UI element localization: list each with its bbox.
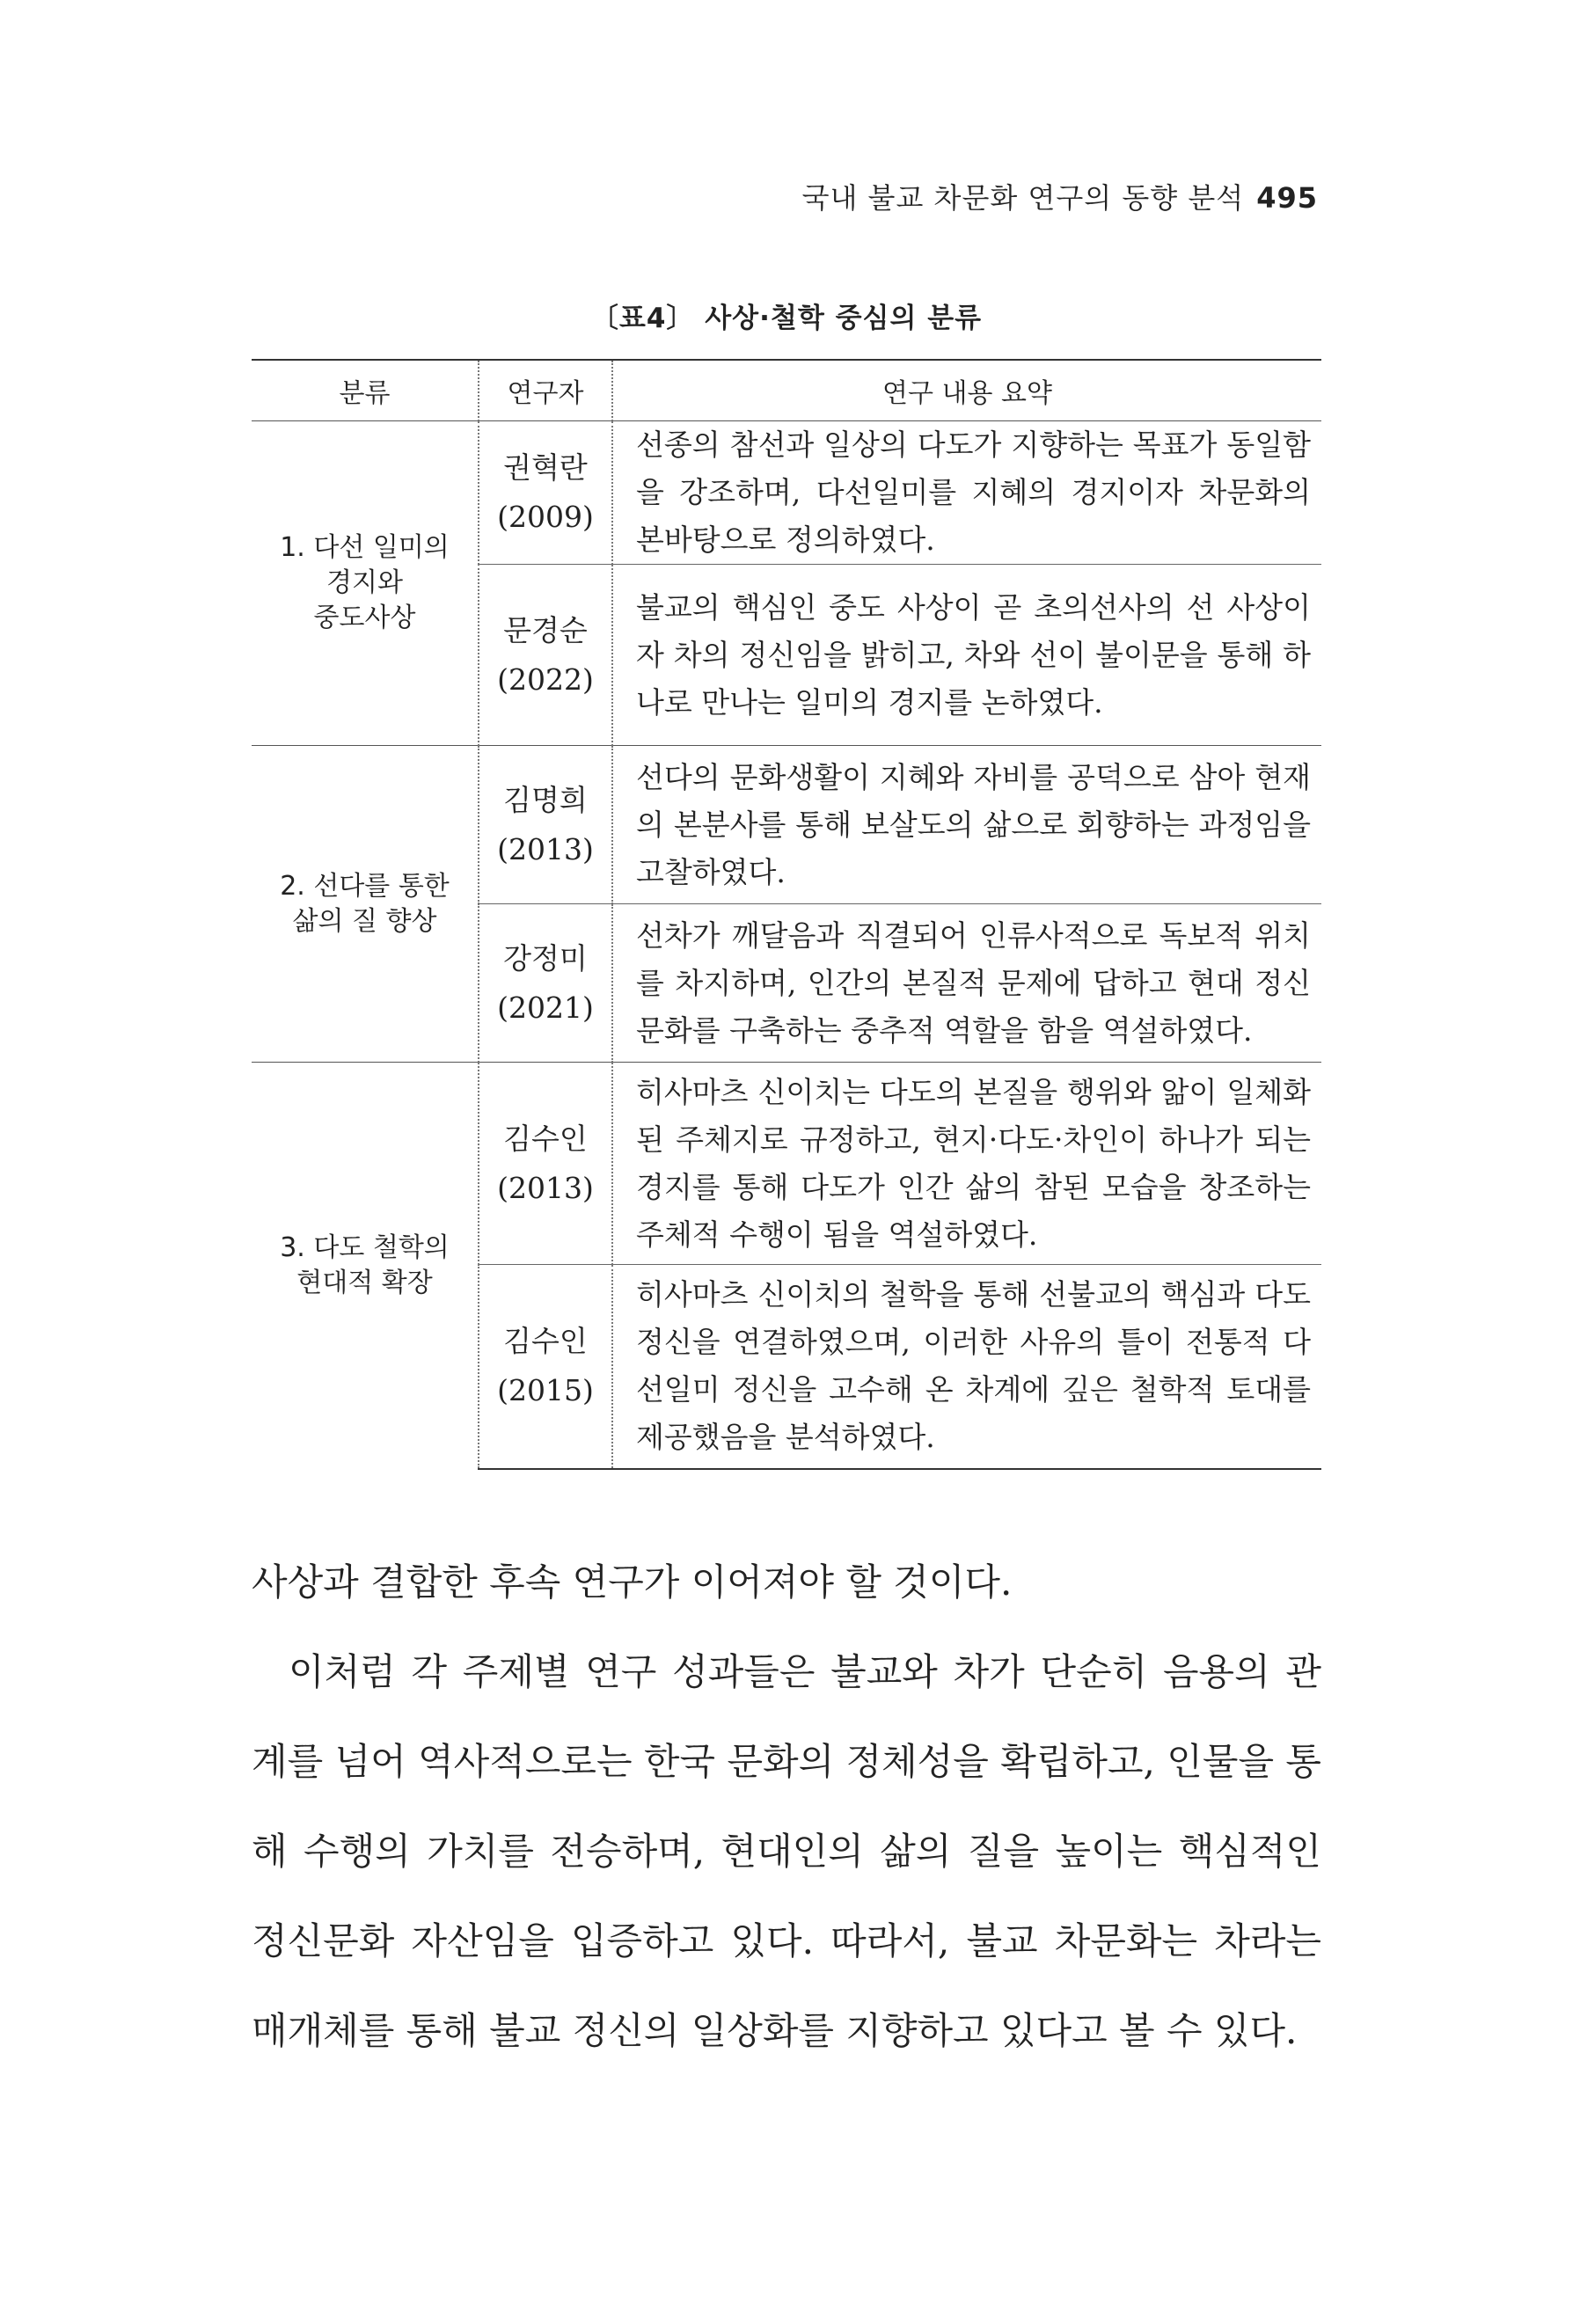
page-number: 495	[1256, 181, 1318, 215]
researcher-cell	[479, 746, 612, 904]
column-header-category: 분류	[252, 360, 479, 421]
summary-cell: 불교의 핵심인 중도 사상이 곧 초의선사의 선 사상이자 차의 정신임을 밝히고, 차와 선이 불이문을 통해 하나로 만나는 일미의 경지를 논하였다.	[612, 565, 1321, 746]
table-row	[252, 746, 1321, 904]
researcher-name: 김명희	[503, 782, 588, 817]
researcher-name: 김수인	[503, 1121, 588, 1156]
body-text	[252, 1538, 1321, 2076]
running-header	[802, 176, 1318, 216]
researcher-name: 강정미	[503, 940, 588, 976]
summary-cell: 선다의 문화생활이 지혜와 자비를 공덕으로 삼아 현재의 본분사를 통해 보살도의 삶으로 회향하는 과정임을 고찰하였다.	[612, 746, 1321, 904]
category-cell	[252, 746, 479, 1063]
researcher-year: (2009)	[497, 500, 594, 534]
researcher-name: 김수인	[503, 1324, 588, 1359]
category-cell	[252, 421, 479, 746]
category-line: 중도사상	[313, 603, 416, 633]
table-row	[252, 1063, 1321, 1265]
researcher-cell	[479, 1265, 612, 1469]
researcher-year: (2015)	[497, 1373, 594, 1408]
researcher-cell	[479, 421, 612, 565]
researcher-cell	[479, 565, 612, 746]
researcher-cell	[479, 1063, 612, 1265]
running-title: 국내 불교 차문화 연구의 동향 분석	[801, 181, 1245, 215]
body-paragraph: 사상과 결합한 후속 연구가 이어져야 할 것이다.	[252, 1560, 1013, 1604]
summary-cell: 선종의 참선과 일상의 다도가 지향하는 목표가 동일함을 강조하며, 다선일미를 지혜의 경지이자 차문화의 본바탕으로 정의하였다.	[636, 428, 1311, 557]
summary-cell: 히사마츠 신이치의 철학을 통해 선불교의 핵심과 다도 정신을 연결하였으며, 이러한 사유의 틀이 전통적 다선일미 정신을 고수해 온 차계에 깊은 철학적 토대를 제공했음을 분석하였다.	[612, 1265, 1321, 1469]
category-line: 2. 선다를 통한	[280, 870, 450, 902]
table-caption: 〔표4〕 사상·철학 중심의 분류	[590, 303, 983, 334]
summary-cell: 히사마츠 신이치는 다도의 본질을 행위와 앎이 일체화된 주체지로 규정하고, 현지·다도·차인이 하나가 되는 경지를 통해 다도가 인간 삶의 참된 모습을 창조하는 주체적 수행이 됨을 역설하였다.	[612, 1063, 1321, 1265]
table-row	[252, 421, 1321, 565]
category-line: 3. 다도 철학의	[280, 1231, 450, 1263]
column-header-researcher: 연구자	[479, 360, 612, 421]
researcher-name: 권혁란	[503, 450, 588, 485]
category-line: 현대적 확장	[296, 1267, 433, 1298]
summary-cell: 선차가 깨달음과 직결되어 인류사적으로 독보적 위치를 차지하며, 인간의 본질적 문제에 답하고 현대 정신문화를 구축하는 중추적 역할을 함을 역설하였다.	[612, 904, 1321, 1063]
researcher-year: (2013)	[497, 1170, 594, 1205]
column-header-summary: 연구 내용 요약	[612, 360, 1321, 421]
researcher-year: (2022)	[497, 661, 594, 697]
summary-table	[252, 359, 1321, 1470]
researcher-year: (2013)	[497, 831, 594, 866]
researcher-cell	[479, 904, 612, 1063]
category-line: 경지와	[326, 567, 403, 598]
researcher-year: (2021)	[497, 990, 594, 1025]
researcher-name: 문경순	[503, 612, 588, 647]
body-paragraph: 이처럼 각 주제별 연구 성과들은 불교와 차가 단순히 음용의 관계를 넘어 역사적으로는 한국 문화의 정체성을 확립하고, 인물을 통해 수행의 가치를 전승하며, 현대인의 삶의 질을 높이는 핵심적인 정신문화 자산임을 입증하고 있다. 따라서, 불교 차문화는 차라는 매개체를 통해 불교 정신의 일상화를 지향하고 있다고 볼 수 있다.	[252, 1650, 1321, 2052]
category-line: 1. 다선 일미의	[280, 532, 450, 563]
category-line: 삶의 질 향상	[292, 905, 437, 937]
category-cell	[252, 1063, 479, 1469]
table-header-row	[252, 360, 1321, 421]
